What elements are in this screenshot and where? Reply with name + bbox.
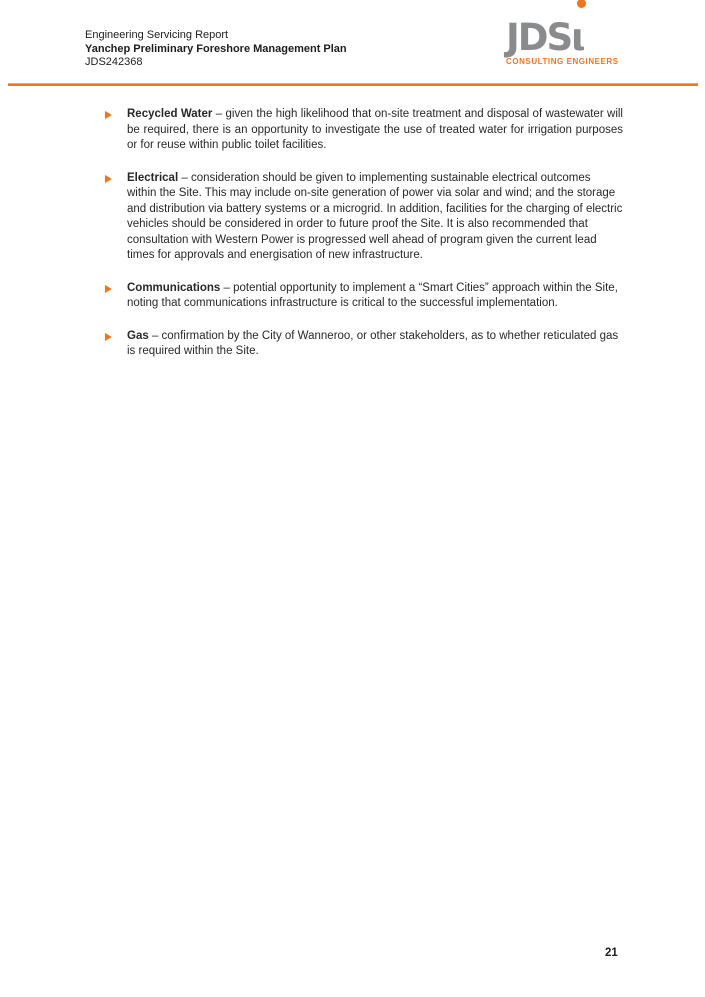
header-divider-rule [8, 83, 698, 86]
jdsi-logo [506, 16, 621, 66]
report-type: Engineering Servicing Report [85, 29, 229, 41]
bullet-term: Gas [127, 329, 149, 342]
page-header [85, 29, 347, 70]
logo-dot-icon [577, 0, 586, 8]
bullet-triangle-icon [105, 175, 112, 183]
bullet-paragraph [127, 329, 623, 360]
logo-letter-i: ι [571, 20, 583, 56]
bullet-body-text: – confirmation by the City of Wanneroo, or other stakeholders, as to whether reticulated gas is required within the Site. [127, 329, 619, 357]
bullet-body-text: – given the high likelihood that on-site treatment and disposal of wastewater will be required, there is an opportunity to investigate the use of treated water for irrigation purposes or for reuse within public toilet facilities. [127, 108, 623, 151]
logo-letters: JDS [506, 16, 572, 59]
bullet-triangle-icon [105, 285, 112, 293]
list-item [105, 329, 623, 360]
bullet-paragraph [127, 107, 623, 154]
bullet-body-text: – consideration should be given to implementing sustainable electrical outcomes within the Site. This may include on-site generation of power via solar and wind; and the storage and distribution via battery systems or a microgrid. In addition, facilities for the charging of electric vehicles should be considered in order to future proof the Site. It is also recommended that consultation with Western Power is progressed well ahead of program given the current lead times for approvals and energisation of new infrastructure. [127, 171, 623, 261]
bullet-term: Communications [127, 281, 221, 294]
body-content [105, 107, 623, 377]
job-number: JDS242368 [85, 56, 143, 68]
logo-wordmark [506, 16, 621, 59]
bullet-paragraph [127, 171, 623, 264]
bullet-triangle-icon [105, 111, 112, 119]
list-item [105, 107, 623, 154]
list-item [105, 281, 623, 312]
bullet-triangle-icon [105, 333, 112, 341]
page-number: 21 [605, 947, 618, 959]
logo-tagline: CONSULTING ENGINEERS [506, 57, 619, 66]
list-item [105, 171, 623, 264]
bullet-paragraph [127, 281, 623, 312]
bullet-body-text: – potential opportunity to implement a “Smart Cities” approach within the Site, noting that communications infrastructure is critical to the successful implementation. [127, 281, 618, 309]
bullet-term: Electrical [127, 171, 179, 184]
bullet-term: Recycled Water [127, 108, 213, 120]
document-title: Yanchep Preliminary Foreshore Management Plan [85, 42, 347, 55]
